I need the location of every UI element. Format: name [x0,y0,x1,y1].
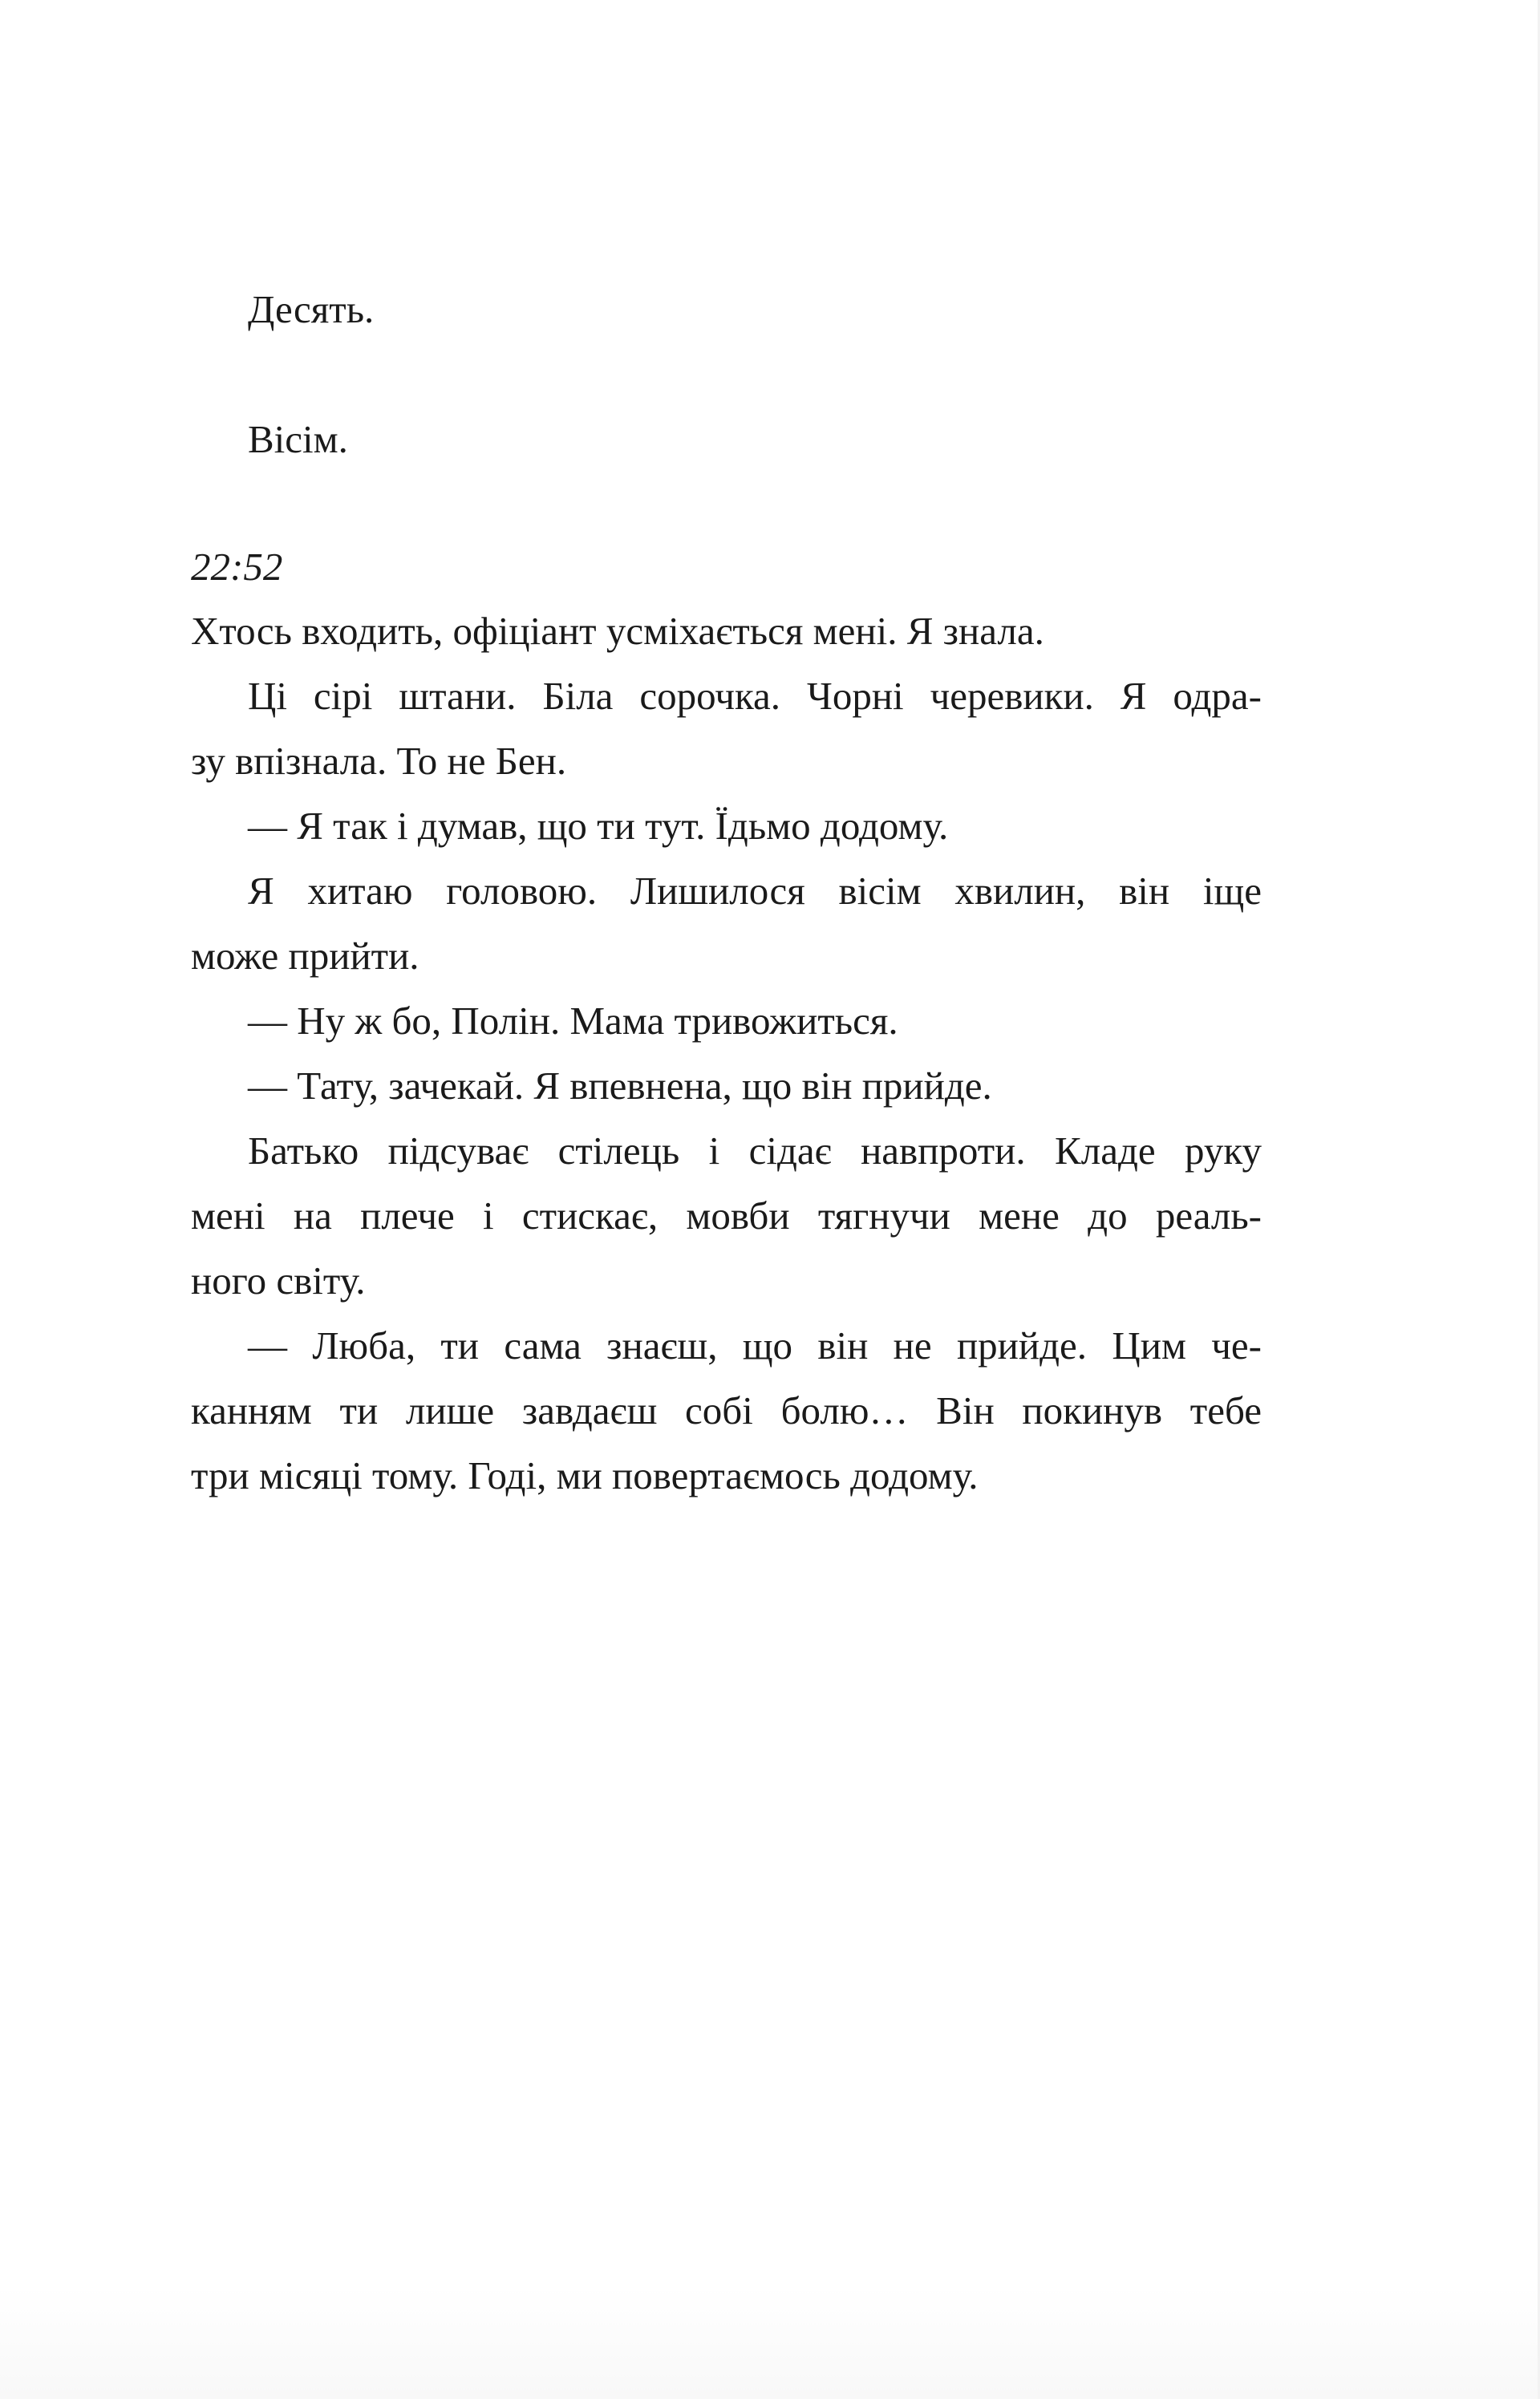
text-line: три місяці тому. Годі, ми повертаємось додому. [191,1453,979,1497]
timestamp-heading: 22:52 [191,545,283,589]
text-line: зу впізнала. То не Бен. [191,739,567,783]
text-line: — Я так і думав, що ти тут. Їдьмо додому. [248,804,949,848]
text-line: Хтось входить, офіціант усміхається мені. Я знала. [191,609,1044,653]
text-line: канням ти лише завдаєш собі болю… Він покинув тебе [191,1388,1262,1433]
text-line: — Люба, ти сама знаєш, що він не прийде. Цим че- [248,1323,1262,1368]
text-line: ного світу. [191,1258,366,1303]
text-line: мені на плече і стискає, мовби тягнучи мене до реаль- [191,1193,1262,1238]
countdown-line-2: Вісім. [248,417,348,461]
text-line: Я хитаю головою. Лишилося вісім хвилин, він іще [248,869,1262,913]
text-line: Ці сірі штани. Біла сорочка. Чорні черевики. Я одра- [248,674,1262,718]
text-line: — Тату, зачекай. Я впевнена, що він прийде. [248,1064,992,1108]
text-line: може прийти. [191,934,419,978]
body-text [191,598,1262,1508]
countdown-line-1: Десять. [248,287,375,331]
text-line: — Ну ж бо, Полін. Мама тривожиться. [248,999,898,1043]
text-line: Батько підсуває стілець і сідає навпроти. Кладе руку [248,1129,1262,1173]
